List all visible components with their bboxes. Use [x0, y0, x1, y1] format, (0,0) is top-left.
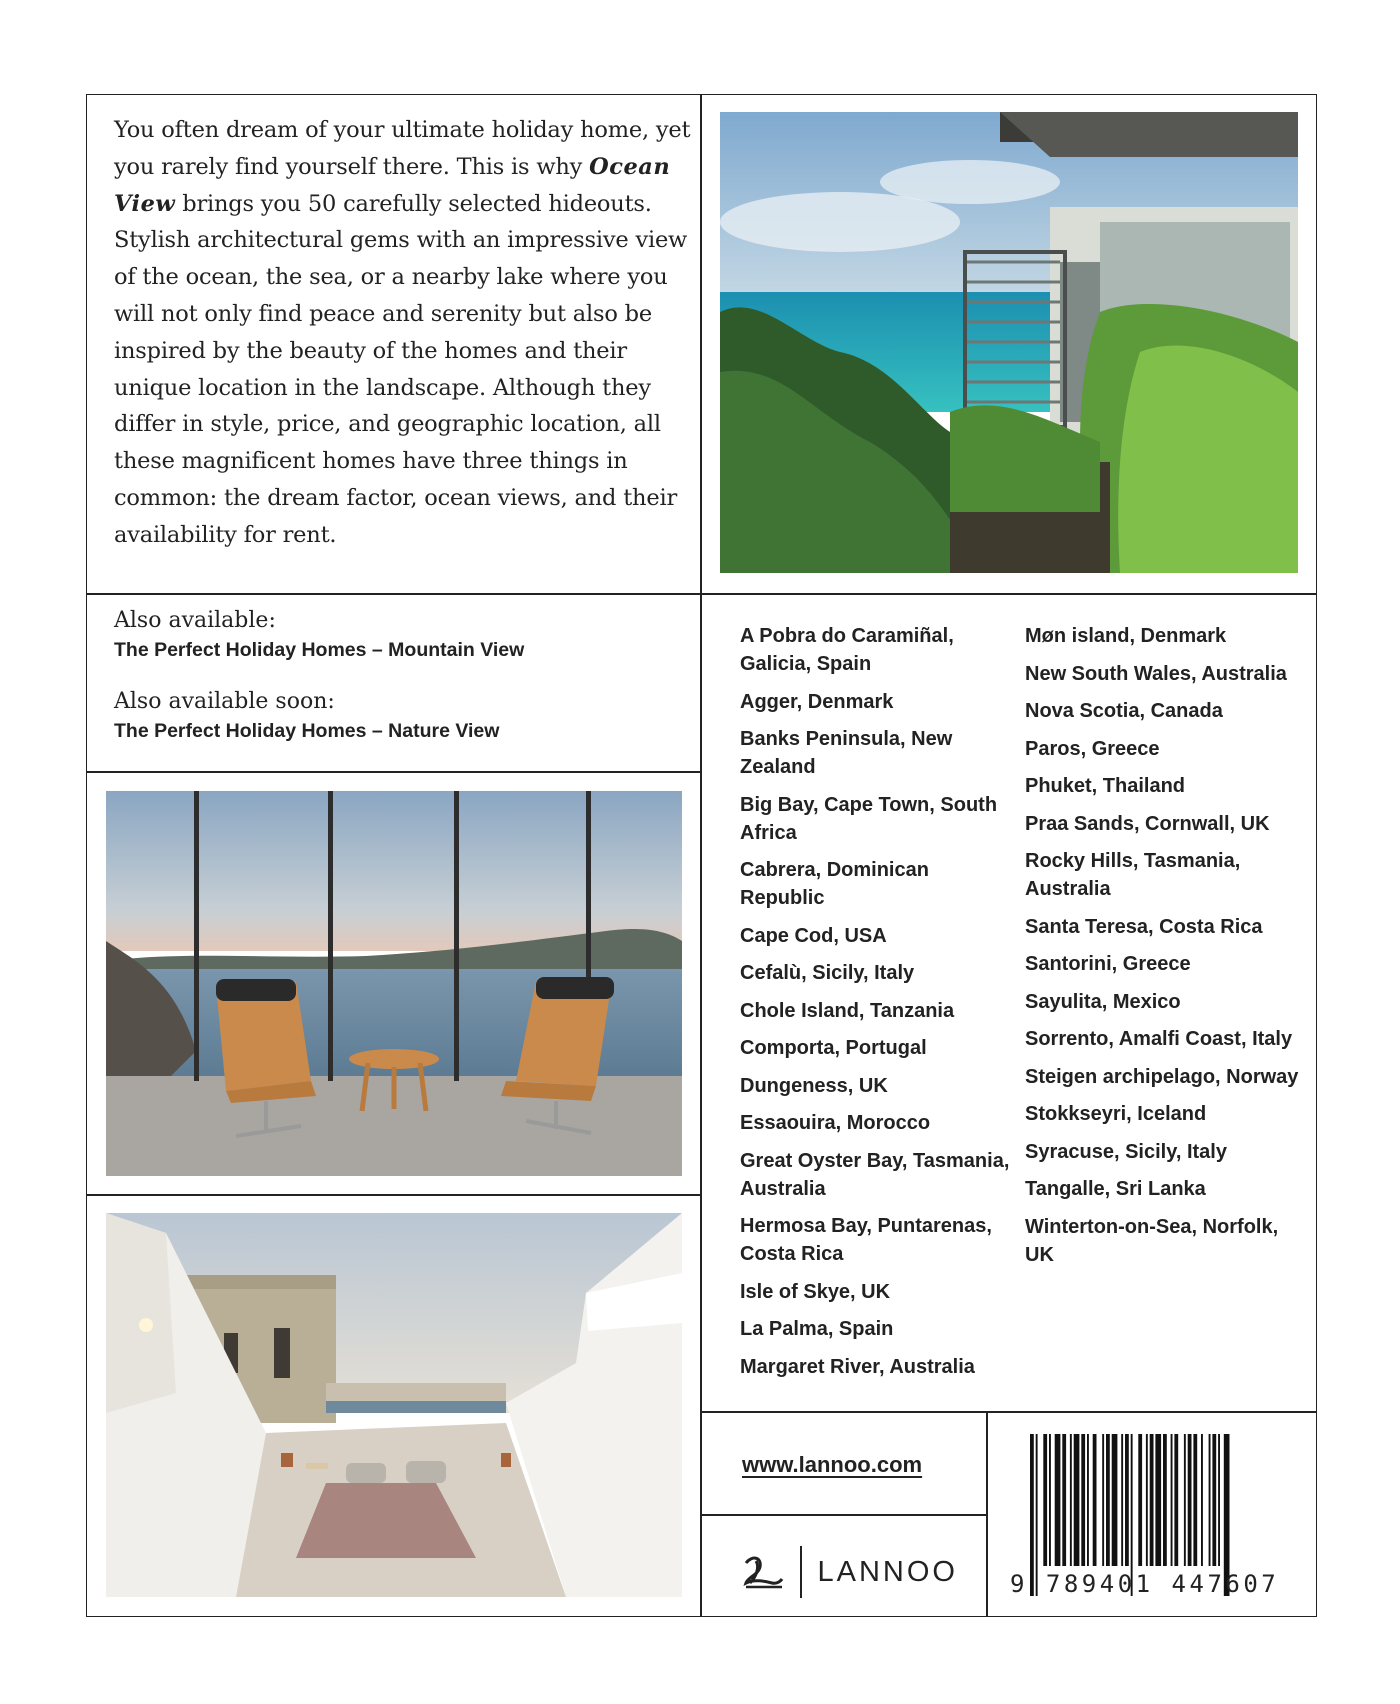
left-divider-3	[86, 1194, 700, 1196]
barcode-bar	[1174, 1434, 1178, 1566]
barcode-bar	[1106, 1434, 1110, 1566]
barcode-bar	[1043, 1434, 1047, 1566]
locations-column-left	[740, 622, 1010, 1390]
also-available-soon-title: The Perfect Holiday Homes – Nature View	[114, 720, 500, 742]
publisher-logo	[742, 1546, 958, 1598]
also-available-block	[114, 608, 674, 662]
barcode-bar	[1171, 1434, 1173, 1566]
barcode-bar	[1188, 1434, 1192, 1566]
barcode-bar	[1155, 1434, 1161, 1566]
location-item: Cabrera, Dominican Republic	[740, 859, 929, 909]
barcode-bar	[1081, 1434, 1085, 1566]
isbn-digits: 9 789401 447607	[1010, 1570, 1280, 1598]
photo-chairs-lake	[106, 791, 682, 1176]
barcode-bar	[1212, 1434, 1216, 1566]
barcode-bar	[1055, 1434, 1061, 1566]
location-item: Tangalle, Sri Lanka	[1025, 1178, 1206, 1200]
location-item: Winterton-on-Sea, Norfolk, UK	[1025, 1215, 1279, 1266]
location-item: Paros, Greece	[1025, 737, 1160, 760]
location-item: A Pobra do Caramiñal, Galicia, Spain	[740, 625, 954, 675]
location-item: Møn island, Denmark	[1025, 625, 1227, 647]
location-item: Steigen archipelago, Norway	[1025, 1065, 1299, 1088]
location-item: Santorini, Greece	[1025, 953, 1191, 975]
barcode-bar	[1184, 1434, 1186, 1566]
location-item: Syracuse, Sicily, Italy	[1025, 1140, 1227, 1163]
also-available-heading: Also available:	[114, 608, 276, 633]
barcode-bar	[1062, 1434, 1066, 1566]
description-part-1: You often dream of your ultimate holiday home, yet you rarely find yourself there. This is why	[114, 117, 691, 180]
barcode-bar	[1163, 1434, 1167, 1566]
description-text	[114, 112, 694, 554]
publisher-name: LANNOO	[817, 1555, 958, 1588]
barcode-bar	[1112, 1434, 1118, 1566]
location-item: Comporta, Portugal	[740, 1037, 927, 1059]
location-item: Santa Teresa, Costa Rica	[1025, 915, 1263, 938]
location-item: Banks Peninsula, New Zealand	[740, 728, 953, 778]
lannoo-mark-icon	[742, 1553, 786, 1591]
location-item: Cefalù, Sicily, Italy	[740, 962, 915, 984]
barcode-bar	[1193, 1434, 1197, 1566]
row-divider-1	[86, 593, 1317, 595]
barcode-bar	[1121, 1434, 1123, 1566]
url-divider	[700, 1514, 987, 1516]
location-item: Phuket, Thailand	[1025, 775, 1186, 797]
left-divider-2	[86, 771, 700, 773]
photo-balcony-sea	[720, 112, 1298, 573]
location-item: La Palma, Spain	[740, 1318, 894, 1340]
location-item: New South Wales, Australia	[1025, 662, 1287, 685]
barcode-bar	[1049, 1434, 1051, 1566]
location-item: Stokkseyri, Iceland	[1025, 1103, 1207, 1125]
location-item: Praa Sands, Cornwall, UK	[1025, 812, 1270, 835]
location-item: Margaret River, Australia	[740, 1355, 975, 1378]
location-item: Hermosa Bay, Puntarenas, Costa Rica	[740, 1215, 992, 1265]
location-item: Nova Scotia, Canada	[1025, 700, 1223, 722]
photo-rooftop-terrace	[106, 1213, 682, 1597]
location-item: Rocky Hills, Tasmania, Australia	[1025, 850, 1241, 900]
location-item: Great Oyster Bay, Tasmania, Australia	[740, 1149, 1010, 1200]
website-link[interactable]: www.lannoo.com	[742, 1452, 923, 1477]
location-item: Isle of Skye, UK	[740, 1280, 891, 1303]
barcode-bar	[1150, 1434, 1154, 1566]
barcode-bar	[1138, 1434, 1142, 1566]
barcode-bar	[1209, 1434, 1211, 1566]
also-available-title: The Perfect Holiday Homes – Mountain View	[114, 639, 525, 661]
right-divider-bottom	[700, 1411, 1317, 1413]
location-item: Sayulita, Mexico	[1025, 990, 1181, 1013]
location-item: Big Bay, Cape Town, South Africa	[740, 793, 998, 844]
barcode-bar	[1218, 1434, 1220, 1566]
also-available-soon-block	[114, 689, 674, 743]
barcode-bar	[1201, 1434, 1203, 1566]
publisher-separator	[800, 1546, 802, 1598]
location-item: Dungeness, UK	[740, 1074, 888, 1097]
barcode-bar	[1125, 1434, 1129, 1566]
location-item: Chole Island, Tanzania	[740, 999, 955, 1022]
barcode-bar	[1102, 1434, 1104, 1566]
location-item: Agger, Denmark	[740, 690, 894, 713]
barcode-bar	[1093, 1434, 1097, 1566]
description-part-2: brings you 50 carefully selected hideouts. Stylish architectural gems with an impressive view of the ocean, the sea, or a nearby lake where you will not only find peace and serenity but also be inspired by the beauty of the homes and their unique location in the landscape. Although they differ in style, price, and geographic location, all these magnificent homes have three things in common: the dream factor, ocean views, and their availability for rent.	[114, 190, 688, 548]
location-item: Sorrento, Amalfi Coast, Italy	[1025, 1028, 1293, 1050]
barcode-divider	[986, 1411, 988, 1617]
location-item: Essaouira, Morocco	[740, 1112, 931, 1134]
barcode-bar	[1146, 1434, 1148, 1566]
also-available-soon-heading: Also available soon:	[114, 689, 335, 714]
barcode-bar	[1070, 1434, 1072, 1566]
center-divider	[700, 94, 702, 1617]
locations-column-right	[1025, 622, 1300, 1278]
location-item: Cape Cod, USA	[740, 924, 887, 947]
barcode-bar	[1087, 1434, 1089, 1566]
barcode-bar	[1074, 1434, 1080, 1566]
book-title-ocean-view: Ocean View	[114, 153, 671, 217]
